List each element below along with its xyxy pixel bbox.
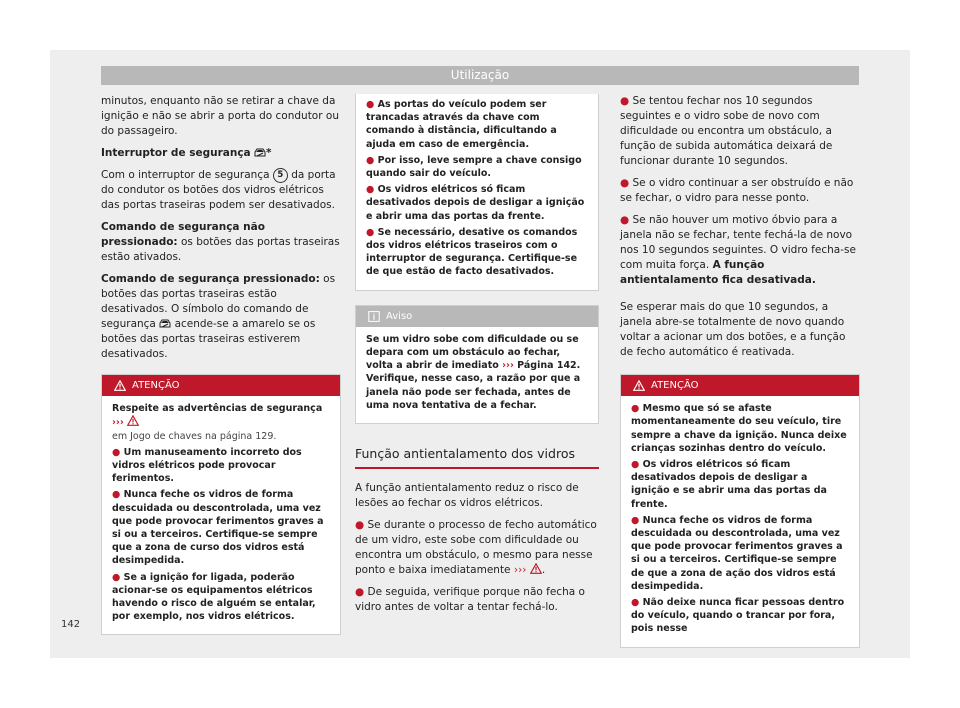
warning-box — [620, 374, 860, 648]
list-item: ● Nunca feche os vidros de forma descuidada ou descontrolada, uma vez que pode provocar ferimentos graves a si ou a terceiros. Certifique-se sempre de que a zona de ação dos vidros está desimpedida. — [631, 514, 843, 592]
list-item: ● As portas do veículo podem ser trancadas através da chave com comando à distância, dificultando a ajuda em caso de emergência. — [366, 99, 557, 150]
subheading-safety-switch: Interruptor de segurança * — [101, 147, 272, 159]
paragraph: Se esperar mais do que 10 segundos, a janela abre-se totalmente de novo quando voltar a acionar um dos botões, e a função de fecho automático é reativada. — [620, 301, 846, 358]
page-number: 142 — [61, 619, 81, 630]
list-item: ● Se o vidro continuar a ser obstruído e não se fechar, o vidro para nesse ponto. — [620, 177, 854, 204]
info-icon — [368, 311, 380, 322]
warning-triangle-icon — [530, 563, 542, 574]
list-item: ● Nunca feche os vidros de forma descuidada ou descontrolada, uma vez que pode provocar ferimentos graves a si ou a terceiros. Certifique-se sempre que a zona de curso dos vidros está desimpedida. — [112, 489, 324, 567]
list-item: ● Se necessário, desative os comandos dos vidros elétricos traseiros com o interruptor de segurança. Certifique-se de que estão de facto desativados. — [366, 226, 578, 278]
paragraph: Com o interruptor de segurança 5 da porta do condutor os botões dos vidros elétricos das portas traseiras podem ser desativados. — [101, 169, 336, 211]
column-middle — [355, 94, 599, 622]
paragraph: A função antientalamento reduz o risco de lesões ao fechar os vidros elétricos. — [355, 482, 579, 510]
callout-number: 5 — [273, 168, 288, 183]
notice-box-body: Se um vidro sobe com dificuldade ou se depara com um obstáculo ao fechar, volta a abrir de imediato ››› Página 142. Verifique, nesse caso, a razão por que a janela não pode ser fechada, antes de uma nova tentativa de a fechar. — [366, 333, 581, 411]
window-lock-icon — [159, 318, 171, 328]
page-header: Utilização — [101, 66, 859, 85]
list-item: ● Mesmo que só se afaste momentaneamente do seu veículo, tire sempre a chave da ignição. Nunca deixe crianças sozinhas dentro do veículo. — [631, 403, 847, 454]
warning-triangle-icon — [127, 415, 139, 426]
warning-box — [101, 374, 341, 635]
list-item: ● Se a ignição for ligada, poderão acionar-se os equipamentos elétricos havendo o risco de alguém se entalar, por exemplo, nos vidros elétricos. — [112, 571, 316, 623]
list-item: ● Se durante o processo de fecho automático de um vidro, este sobe com dificuldade ou encontra um obstáculo, o mesmo para nesse ponto e baixa imediatamente ››› . — [355, 519, 597, 577]
paragraph: Comando de segurança pressionado: os botões das portas traseiras estão desativados. O símbolo do comando de segurança acende-se a amarelo se os botões das portas traseiras estiverem desativados. — [101, 273, 336, 360]
list-item: ● Não deixe nunca ficar pessoas dentro do veículo, quando o trancar por fora, pois nesse — [631, 597, 845, 635]
warning-box-header: ATENÇÃO — [621, 375, 859, 396]
warning-box-body — [621, 396, 859, 646]
list-item: ● De seguida, verifique porque não fecha o vidro antes de voltar a tentar fechá-lo. — [355, 586, 585, 614]
warning-triangle-icon — [633, 380, 645, 391]
list-item: ● Os vidros elétricos só ficam desativados depois de desligar a ignição e se abrir uma das portas da frente. — [631, 459, 827, 510]
warning-triangle-icon — [114, 380, 126, 391]
warning-box-header: ATENÇÃO — [102, 375, 340, 396]
section-title: Função antientalamento dos vidros — [355, 446, 599, 469]
list-item: ● Por isso, leve sempre a chave consigo quando sair do veículo. — [366, 154, 582, 180]
column-right — [620, 94, 860, 648]
column-left — [101, 94, 341, 635]
list-item: ● Um manuseamento incorreto dos vidros elétricos pode provocar ferimentos. — [112, 446, 302, 485]
list-item: ● Se não houver um motivo óbvio para a janela não se fechar, tente fechá-la de novo nos 10 segundos seguintes. O vidro fecha-se com muita força. A função antientalamento fica desativada. — [620, 214, 856, 286]
notice-box — [355, 305, 599, 424]
paragraph: minutos, enquanto não se retirar a chave da ignição e não se abrir a porta do condutor ou do passageiro. — [101, 95, 339, 137]
page-reference-link[interactable]: Página 142 — [517, 360, 577, 372]
warning-box-body: Respeite as advertências de segurança ››› em Jogo de chaves na página 129. ● Um manuseamento incorreto dos vidros elétricos pode provocar ferimentos. ● Nunca feche os vidros de forma descuidada ou descontrolada, uma vez que pode provocar ferimentos graves a si ou a terceiros. Certifique-se sempre que a zona de curso dos vidros está desimpedida. ● Se a ignição for ligada, poderão acionar-se os equipamentos elétricos havendo o risco de alguém se entalar, por exemplo, nos vidros elétricos. — [102, 396, 340, 634]
warning-box-continued — [355, 94, 599, 291]
paragraph: Comando de segurança não pressionado: os botões das portas traseiras estão ativados. — [101, 221, 340, 263]
notice-box-header: Aviso — [356, 306, 598, 327]
list-item: ● Os vidros elétricos só ficam desativados depois de desligar a ignição e abrir uma das portas da frente. — [366, 184, 585, 222]
window-lock-icon — [254, 147, 266, 157]
list-item: ● Se tentou fechar nos 10 segundos seguintes e o vidro sobe de novo com dificuldade ou encontra um obstáculo, a função de subida automática deixará de funcionar durante 10 segundos. — [620, 95, 833, 167]
